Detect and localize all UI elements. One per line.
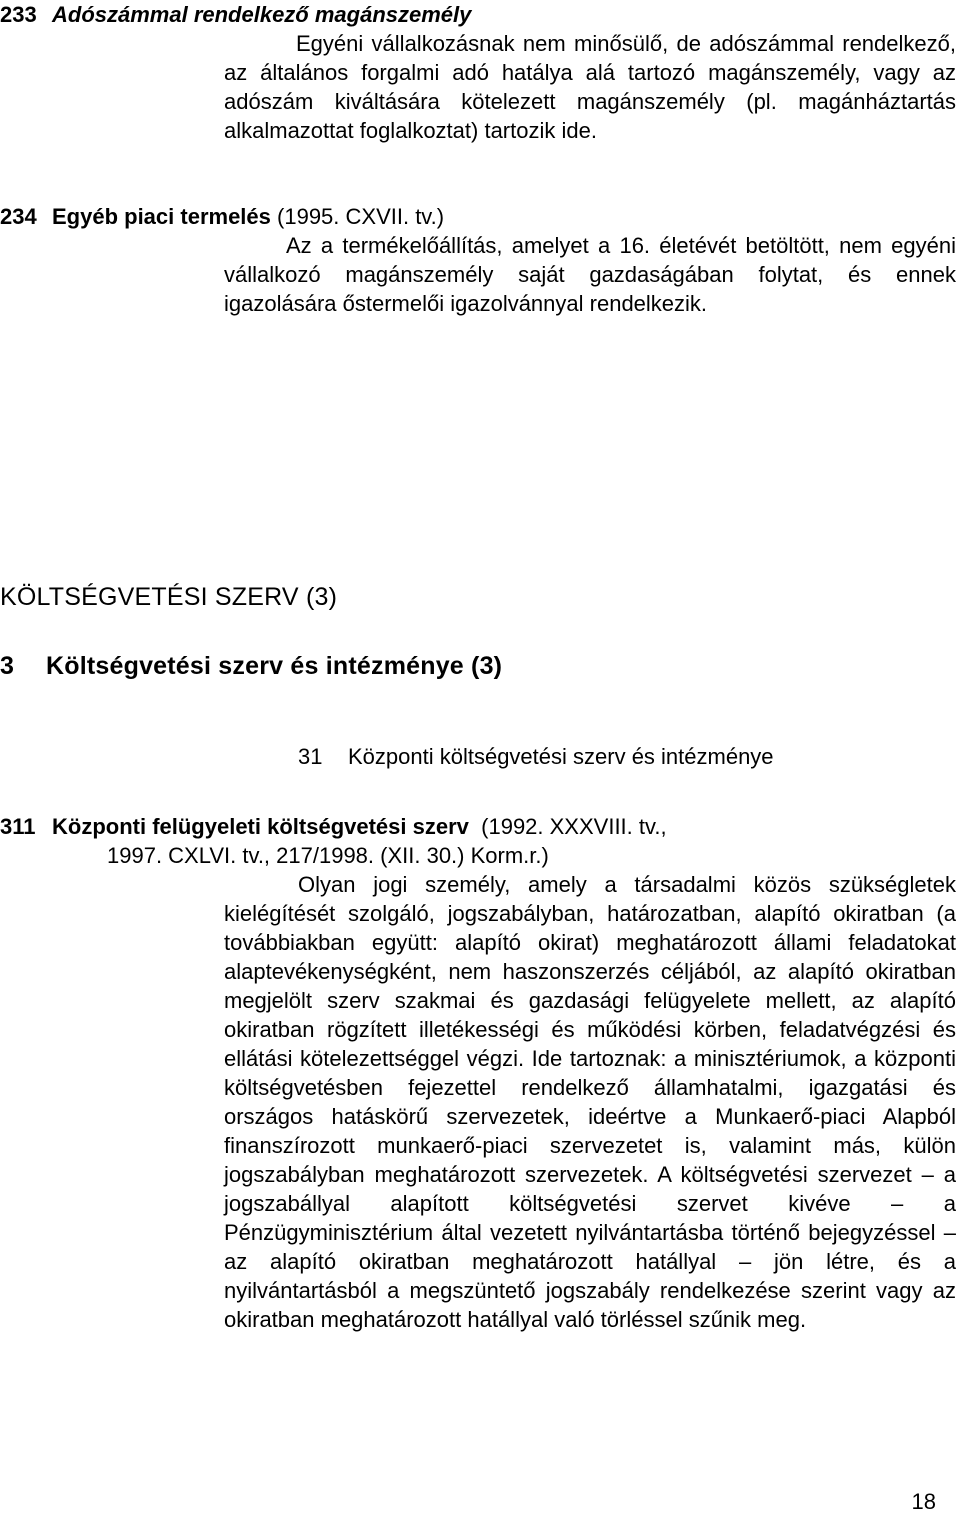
section-234 [0,202,960,318]
section-3-number: 3 [0,652,15,680]
section-233-title: Adószámmal rendelkező magánszemély [52,2,472,27]
section-234-reference: (1995. CXVII. tv.) [277,204,445,229]
section-31-title: Központi költségvetési szerv és intézménye [348,744,774,769]
section-233-number: 233 [0,2,37,27]
section-311-heading [0,812,960,841]
section-234-title: Egyéb piaci termelés [52,204,271,229]
page-number: 18 [911,1489,936,1514]
section-3-title: Költségvetési szerv és intézménye (3) [46,652,503,680]
section-311 [0,812,960,1334]
section-31-number: 31 [298,744,323,769]
section-311-body: Olyan jogi személy, amely a társadalmi közös szükségletek kielégítését szolgáló, jogszabályban, határozatban, alapító okiratban (a továbbiakban együtt: alapító okirat) meghatározott állami feladatokat alaptevékenységként, nem haszonszerzés céljából, az alapító okiratban megjelölt szerv szakmai és gazdasági felügyelete mellett, az alapító okiratban rögzített illetékességi és működési körben, feladatvégzési és ellátási kötelezettséggel végzi. Ide tartoznak: a minisztériumok, a központi költségvetésben fejezettel rendelkező államhatalmi, igazgatási és országos hatáskörű szervezetek, ideértve a Munkaerő-piaci Alapból finanszírozott munkaerő-piaci szervezetet is, valamint más, külön jogszabályban meghatározott szervezetek. A költségvetési szervezet – a jogszabállyal alapított költségvetési szervet kivéve – a Pénzügyminisztérium által vezetett nyilvántartásba történő bejegyzéssel – az alapító okiratban meghatározott hatállyal – jön létre, és a nyilvántartásból a megszüntető jogszabály rendelkezése szerint vagy az okiratban meghatározott hatállyal való törléssel szűnik meg. [224,872,956,1332]
section-311-title: Központi felügyeleti költségvetési szerv [52,814,469,839]
section-234-heading [0,202,960,231]
section-233-body: Egyéni vállalkozásnak nem minősülő, de adószámmal rendelkező, az általános forgalmi adó hatálya alá tartozó magánszemély, vagy az adószám kiváltására kötelezett magánszemély (pl. magánháztartás alkalmazottat foglalkoztat) tartozik ide. [224,31,956,143]
section-311-number: 311 [0,814,36,839]
section-233 [0,0,960,145]
section-311-reference-line2: 1997. CXLVI. tv., 217/1998. (XII. 30.) Korm.r.) [107,843,549,868]
section-311-reference-line1: (1992. XXXVIII. tv., [481,814,667,839]
section-233-heading [0,0,960,29]
section-234-body: Az a termékelőállítás, amelyet a 16. életévét betöltött, nem egyéni vállalkozó magánszemély saját gazdaságában folytat, és ennek igazolására őstermelői igazolvánnyal rendelkezik. [224,233,956,316]
section-31-heading [298,742,960,771]
section-234-number: 234 [0,204,37,229]
section-3-heading [0,650,960,682]
main-heading: KÖLTSÉGVETÉSI SZERV (3) [0,583,338,611]
